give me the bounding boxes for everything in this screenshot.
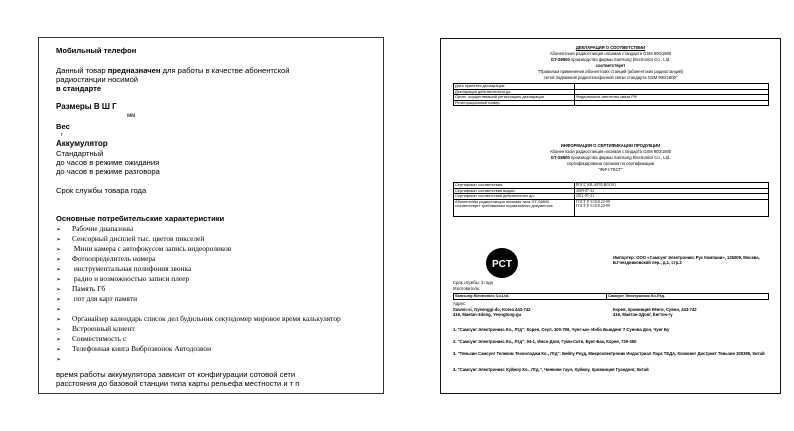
description-bold-text: предназначен [107,66,161,75]
certification-line-4: "ФИЧ-ТЕСТ" [598,167,623,172]
plant-item: 2. "Самсунг Электроникс Ко., Лтд": 94-1, Имсо-Донг, Гуми-Сити, Бунг-Бак, Корея, 730-350 [453,339,637,344]
size-label: Размеры В Ш Г [56,102,117,111]
right-document-page [440,38,781,394]
feature-text: радио и возможностью записи плеер [72,274,190,283]
standby-time: до часов в режиме ожидания [56,158,160,167]
table-cell: Декларация действительна до: [454,89,575,95]
feature-text: Совместимость с [72,334,127,343]
declaration-line-1: Абонентская радиостанция носимая стандарта GSM 900/1800 [549,51,672,56]
table-row [454,199,769,216]
declaration-line-model [441,57,780,62]
arrow-bullet-icon: ➢ [56,326,62,333]
plant-item: 3. "Тяньзин Самсунг Телеком Технолоджи Ко., Лтд": Бейпу Роуд, Микроэлектроник Индастриал Парк ТЕДА, Ксиковнг Дистрикт Тяньзин 300385, Китай [453,351,765,356]
arrow-bullet-icon: ➢ [56,296,62,303]
table-row [454,100,769,106]
feature-item [56,344,211,354]
battery-label: Аккумулятор [56,139,108,148]
weight-unit: г [61,132,63,138]
footer-note-2: расстояния до базовой станции типа карты рельефа местности и т п [56,379,300,388]
feature-item [56,314,341,324]
feature-item [56,254,155,264]
feature-item [56,324,135,334]
arrow-bullet-icon: ➢ [56,246,62,253]
arrow-bullet-icon: ➢ [56,236,62,243]
feature-item [56,284,105,294]
lifetime-info: Срок службы: 3 года [453,280,493,285]
description-text-end: для работы в качестве абонентской [160,66,290,75]
table-cell: ГОСТ Р 51318.22-99 ГОСТ Р 51318.24-99 [575,199,769,216]
table-cell: Сертификат соответствия выдан: [454,188,575,194]
table-cell: 2011-07-21 [575,194,769,200]
arrow-bullet-icon: ➢ [56,356,62,363]
arrow-bullet-icon: ➢ [56,286,62,293]
feature-item [56,334,126,344]
feature-text: Встроенный клиент [72,324,135,333]
pct-certification-mark [485,247,519,279]
manufacturer-text: производства фирмы Samsung Electronics Co., Ltd. [569,57,671,62]
feature-text: Рабочие диапазоны [72,224,134,233]
feature-item [56,234,204,244]
arrow-bullet-icon: ➢ [56,336,62,343]
weight-label: Вес [56,122,70,131]
address-label: Адрес: [453,301,467,306]
importer-info: Импортер: ООО «Самсунг Электроникс Рус Компани», 125009, Москва, Б.Гнездниковский пер., д.1, стр.2 [613,255,760,265]
table-cell: 2009-07-22 [575,188,769,194]
plant-item: 4. "Самсунг Электроникс Хуйжоу Ко., Лтд.", Чинкнеи таун, Хуйжоу, провинция Гуандонг, Китай [453,367,649,372]
description-line [56,66,289,75]
declaration-line-3: соответствует [595,63,626,68]
table-cell: Дата принятия декларации: [454,84,575,90]
arrow-bullet-icon: ➢ [56,226,62,233]
feature-text: Сенсорный дисплей тыс. цветов пикселей [72,234,205,243]
feature-item [56,294,137,304]
table-cell: Самсунг Электроникс Ко.Лтд. [607,294,769,300]
certification-title: ИНФОРМАЦИЯ О СЕРТИФИКАЦИИ ПРОДУКЦИИ [560,143,661,148]
feature-text: Органайзер календарь список дел будильник секундомер мировое время калькулятор [72,314,341,323]
table-cell: Абонентская радиостанция носимая типа GT-S8500 соответствует требованиям нормативных документов: [454,199,575,216]
arrow-bullet-icon: ➢ [56,256,62,263]
table-row [454,294,769,300]
certification-line-model [441,155,780,160]
plant-item: 1. "Самсунг Электроникс Ко., Лтд": Корея, Сеул, 100-759, Чунг-ыи- Инбо Бьюдинг 7 Сунова Дон, Чунг Бу [453,327,670,332]
talk-time: до часов в режиме разговора [56,167,160,176]
features-title: Основные потребительские характеристики [56,214,225,223]
description-line-3: в стандарте [56,84,102,93]
feature-text: Мини камера с автофокусом запись видеороликов [72,244,232,253]
address-ru: Корея, провинция Кёнги, Сувон, 443-742 416, Маетан-3Донг, Ёнгтон-гу [613,307,697,317]
feature-text: Память Гб [72,284,106,293]
left-document-page [38,37,384,394]
feature-item [56,264,191,274]
declaration-line-5: сетей подвижной радиотелефонной связи стандарта GSM 900/1800" [543,75,678,80]
table-cell [575,100,769,106]
feature-item [56,274,189,284]
manufacturer-label: Изготовитель: [453,286,481,291]
certification-table [453,182,769,217]
arrow-bullet-icon: ➢ [56,306,62,313]
table-cell: Samsung Electronics Co.Ltd. [454,294,607,300]
declaration-line-4: "Правилам применения абонентских станций (абонентских радиостанций) [537,69,684,74]
table-cell: Федеральное агентство связи РФ [575,95,769,101]
feature-item [56,354,72,364]
feature-item [56,304,72,314]
doc-title: Мобильный телефон [56,46,137,55]
size-unit: мм [127,113,136,119]
arrow-bullet-icon: ➢ [56,346,62,353]
feature-text: пот для карт памяти [72,294,138,303]
arrow-bullet-icon: ➢ [56,276,62,283]
certification-line-3: сертифицирована органом по сертификации [566,161,655,166]
model-number: GT-S8500 [550,155,570,160]
description-line-2: радиостанции носимой [56,75,139,84]
arrow-bullet-icon: ➢ [56,316,62,323]
footer-note-1: время работы аккумулятора зависит от конфигурации сотовой сети [56,370,296,379]
address-en: Suwon-si, Gyeonggi-do, Korea 443-742 416, Maetan-3dong, Yeongtong-gu [453,307,531,317]
model-number: GT-S8500 [550,57,570,62]
feature-item [56,224,133,234]
description-text: Данный товар [56,66,108,75]
feature-item [56,244,231,254]
arrow-bullet-icon: ➢ [56,266,62,273]
manufacturer-text: производства фирмы Samsung Electronics Co., Ltd. [569,155,671,160]
table-cell: РОСС KR.AE95.H01191 [575,183,769,189]
feature-text: Телефонная книга Виброзвонок Автодозвон [72,344,212,353]
feature-text: Фотоопределитель номера [72,254,156,263]
lifetime: Срок службы товара года [56,186,147,195]
table-cell: Сертификат соответствия действителен до: [454,194,575,200]
manufacturer-table [453,293,769,300]
table-cell: Орган, осуществивший регистрацию декларации [454,95,575,101]
declaration-table [453,83,769,106]
pct-mark-text: PCT [492,259,512,270]
table-cell: Сертификат соответствия: [454,183,575,189]
certification-line-1: Абонентская радиостанция носимая стандарта GSM 900/1800 [549,149,672,154]
declaration-title: ДЕКЛАРАЦИЯ О СООТВЕТСТВИИ [575,45,646,50]
table-cell: Регистрационный номер: [454,100,575,106]
feature-text: инструментальная полифония звонка [72,264,192,273]
battery-type: Стандартный [56,149,104,158]
